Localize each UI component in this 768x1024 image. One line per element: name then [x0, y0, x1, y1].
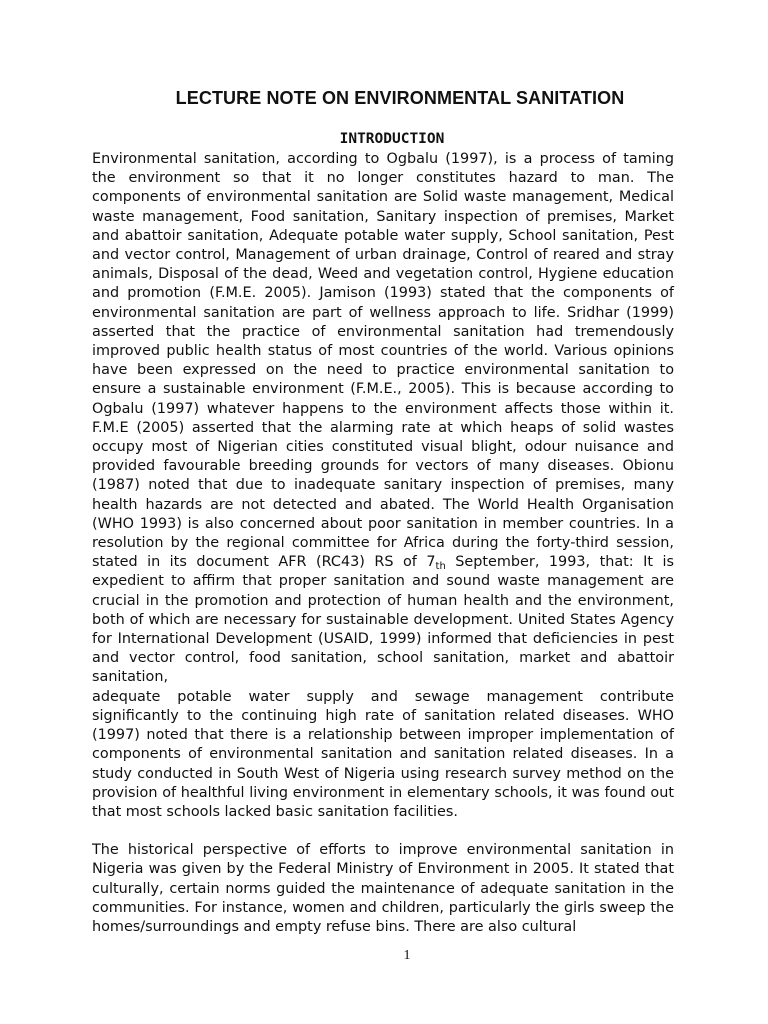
paragraph-2: adequate potable water supply and sewage management contribute significantly to the continuing high rate of sanitation related diseases. WHO (1997) noted that there is a relationship between improper implementation of components of environmental sanitation and sanitation related diseases. In a study conducted in South West of Nigeria using research survey method on the provision of healthful living environment in elementary schools, it was found out that most schools lacked basic sanitation facilities. — [92, 688, 674, 820]
section-heading-introduction: INTRODUCTION — [339, 131, 445, 147]
ordinal-superscript: th — [435, 561, 446, 573]
document-title: LECTURE NOTE ON ENVIRONMENTAL SANITATION — [175, 88, 625, 108]
paragraph-1-text-a: Environmental sanitation, according to Ogbalu (1997), is a process of taming the environment so that it no longer constitutes hazard to man. The components of environmental sanitation are Solid waste management, Medical waste management, Food sanitation, Sanitary inspection of premises, Market and abattoir sanitation, Adequate potable water supply, School sanitation, Pest and vector control, Management of urban drainage, Control of reared and stray animals, Disposal of the dead, Weed and vegetation control, Hygiene education and promotion (F.M.E. 2005). Jamison (1993) stated that the components of environmental sanitation are part of wellness approach to life. Sridhar (1999) asserted that the practice of environmental sanitation had tremendously improved public health status of most countries of the world. Various opinions have been expressed on the need to practice environmental sanitation to ensure a sustainable environment (F.M.E., 2005). This is because according to Ogbalu (1997) whatever happens to the environment affects those within it. F.M.E (2005) asserted that the alarming rate at which heaps of solid wastes occupy most of Nigerian cities constituted visual blight, odour nuisance and provided favourable breeding grounds for vectors of many diseases. Obionu (1987) noted that due to inadequate sanitary inspection of premises, many health hazards are not detected and abated. The World Health Organisation (WHO 1993) is also concerned about poor sanitation in member countries. In a resolution by the regional committee for Africa during the forty-third session, stated in its document AFR (RC43) RS of 7 — [92, 151, 674, 571]
paragraph-3: The historical perspective of efforts to improve environmental sanitation in Nigeria was given by the Federal Ministry of Environment in 2005. It stated that culturally, certain norms guided the maintenance of adequate sanitation in the communities. For instance, women and children, particularly the girls sweep the homes/surroundings and empty refuse bins. There are also cultural — [92, 842, 674, 935]
paragraph-1-text-b: September, 1993, that: It is expedient to affirm that proper sanitation and sound waste management are crucial in the promotion and protection of human health and the environment, both of which are necessary for sustainable development. United States Agency for International Development (USAID, 1999) informed that deficiencies in pest and vector control, food sanitation, school sanitation, market and abattoir sanitation, — [92, 554, 675, 686]
body-text — [92, 150, 674, 937]
page-number: 1 — [403, 948, 411, 963]
paragraph-1 — [92, 150, 674, 688]
